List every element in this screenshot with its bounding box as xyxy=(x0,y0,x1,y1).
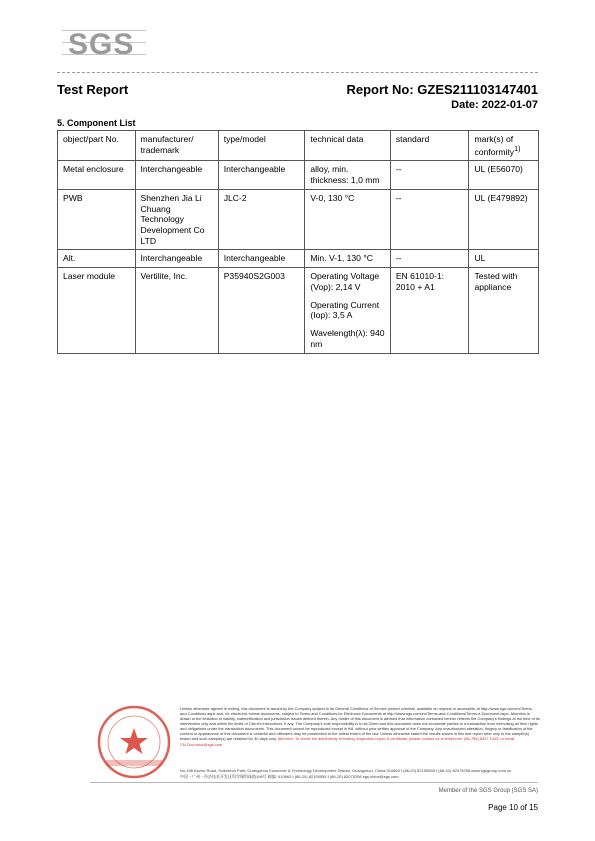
cell-part: Metal enclosure xyxy=(58,161,136,189)
cell-manufacturer: Shenzhen Jia Li Chuang Technology Development Co LTD xyxy=(135,189,218,250)
logo-text: SGS xyxy=(68,28,135,61)
tech-line: Min. V-1, 130 °C xyxy=(310,253,373,264)
table-row xyxy=(58,268,539,353)
page-title: Test Report xyxy=(57,82,129,97)
cell-manufacturer: Interchangeable xyxy=(135,161,218,189)
component-table xyxy=(57,130,539,354)
report-number: Report No: GZES211103147401 xyxy=(346,82,538,97)
cell-technical-data xyxy=(305,189,390,250)
cell-part: Alt. xyxy=(58,250,136,268)
disclaimer-text: Unless otherwise agreed in writing, this document is issued by the Company subject to its General Conditions of Service printed overleaf, available on request or accessible at http://www.sgs.com/en/Terms-and-Conditions.aspx and, for electronic format documents, subject to Terms and Conditions for Electronic Documents at http://www.sgs.com/en/Terms-and-Conditions/Terms-e-Document.aspx. Attention is drawn to the limitation of liability, indemnification and jurisdiction issues defined therein. Any holder of this document is advised that information contained hereon reflects the Company's findings at the time of its intervention only and within the limits of Client's instructions, if any. The Company's sole responsibility is to its Client and this document does not exonerate parties to a transaction from exercising all their rights and obligations under the transaction documents. This document cannot be reproduced except in full, without prior written approval of the Company. Any unauthorized alteration, forgery or falsification of the content or appearance of this document is unlawful and offenders may be prosecuted to the fullest extent of the law. Unless otherwise stated the results shown in this test report refer only to the sample(s) tested and such sample(s) are retained for 30 days only. xyxy=(180,706,540,742)
cell-model: JLC-2 xyxy=(218,189,305,250)
cell-mark: Tested with appliance xyxy=(469,268,539,353)
contact-block xyxy=(180,768,540,781)
sgs-logo xyxy=(62,22,146,66)
col-header-mark xyxy=(469,131,539,161)
col-header-technical-data: technical data xyxy=(305,131,390,161)
cell-standard: -- xyxy=(390,189,469,250)
seal-graphic xyxy=(96,704,172,780)
cell-mark: UL xyxy=(469,250,539,268)
mark-header-text: mark(s) of conformity xyxy=(474,134,515,157)
tech-line: Wavelength(λ): 940 nm xyxy=(310,328,385,349)
cell-part: PWB xyxy=(58,189,136,250)
table-row xyxy=(58,161,539,189)
footer-divider xyxy=(90,782,538,783)
cell-manufacturer: Vertilite, Inc. xyxy=(135,268,218,353)
address-chinese: 中国・广州・经济技术开发区科学城科珠路198号 邮编: 510663 t (86-20) 82155555 f (86-20) 82075258 sgs.china@sgs.com xyxy=(180,774,399,780)
tech-line: Operating Voltage (Vop): 2,14 V xyxy=(310,271,380,292)
report-date: Date: 2022-01-07 xyxy=(451,99,538,111)
section-title: 5. Component List xyxy=(57,118,136,128)
cell-standard: -- xyxy=(390,161,469,189)
address-english: No.198 Kezhu Road, Scientech Park, Guangzhou Economic & Technology Development District, Guangzhou, China 510663 t (86-20) 82155555 f (86-20) 82075258 www.sgsgroup.com.cn xyxy=(180,768,512,773)
cell-part: Laser module xyxy=(58,268,136,353)
authenticity-notice: Attention: To check the authenticity of testing /inspection report & certificate, please contact us at telephone: (86-755) 8307 1443, or email: CN.Doccheck@sgs.com xyxy=(180,736,516,747)
col-header-model: type/model xyxy=(218,131,305,161)
table-row xyxy=(58,189,539,250)
legal-disclaimer xyxy=(180,706,540,747)
col-header-manufacturer: manufacturer/ trademark xyxy=(135,131,218,161)
cell-standard: EN 61010-1: 2010 + A1 xyxy=(390,268,469,353)
cell-technical-data xyxy=(305,268,390,353)
table-header-row xyxy=(58,131,539,161)
cell-technical-data xyxy=(305,250,390,268)
company-seal xyxy=(96,704,172,780)
table-row xyxy=(58,250,539,268)
cell-mark: UL (E56070) xyxy=(469,161,539,189)
col-header-standard: standard xyxy=(390,131,469,161)
cell-model: Interchangeable xyxy=(218,161,305,189)
cell-mark: UL (E479892) xyxy=(469,189,539,250)
cell-model: P35940S2G003 xyxy=(218,268,305,353)
cell-manufacturer: Interchangeable xyxy=(135,250,218,268)
group-membership: Member of the SGS Group (SGS SA) xyxy=(438,788,538,794)
cell-model: Interchangeable xyxy=(218,250,305,268)
cell-technical-data xyxy=(305,161,390,189)
cell-standard: -- xyxy=(390,250,469,268)
tech-line: alloy, min. thickness: 1,0 mm xyxy=(310,164,380,186)
header-divider xyxy=(57,72,538,73)
tech-line: Operating Current (Iop): 3,5 A xyxy=(310,299,380,321)
footnote-marker: 1) xyxy=(514,144,521,153)
page-number: Page 10 of 15 xyxy=(488,803,538,812)
tech-line: V-0, 130 °C xyxy=(310,192,355,203)
col-header-part: object/part No. xyxy=(58,131,136,161)
